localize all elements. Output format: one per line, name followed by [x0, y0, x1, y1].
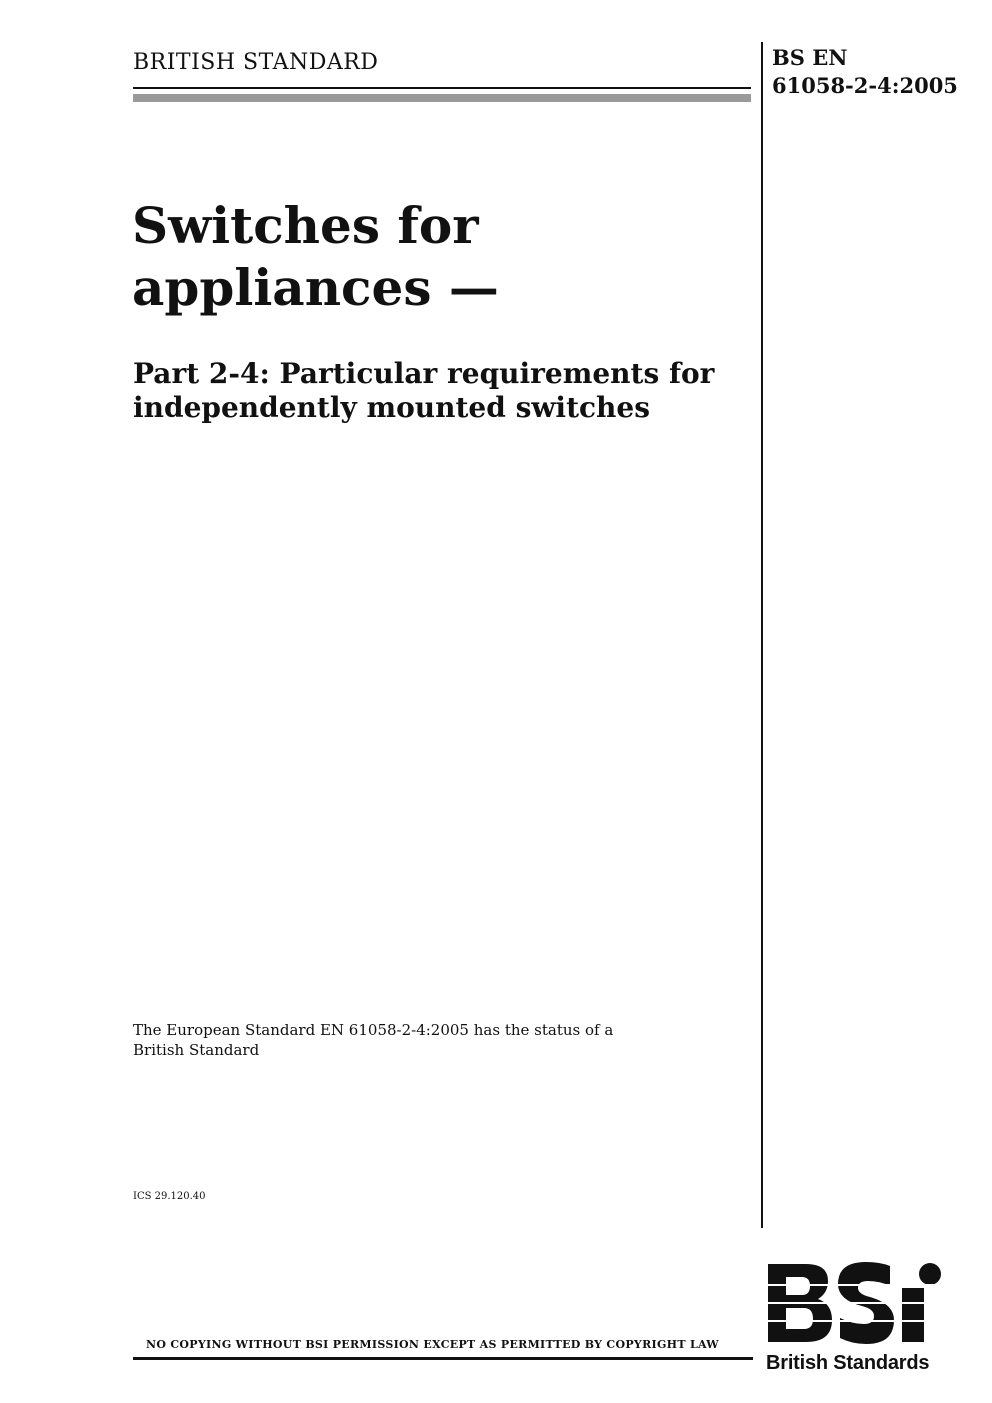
- status-note-line2: British Standard: [133, 1041, 260, 1059]
- subtitle-line2: independently mounted switches: [133, 391, 650, 424]
- standard-number: [772, 44, 987, 100]
- bsi-logo-caption: British Standards: [766, 1352, 930, 1374]
- header-label: BRITISH STANDARD: [133, 50, 379, 75]
- document-subtitle: [133, 357, 743, 425]
- ics-code: ICS 29.120.40: [133, 1191, 206, 1202]
- bsi-logo-mark: [766, 1262, 944, 1344]
- subtitle-line1: Part 2-4: Particular requirements for: [133, 357, 715, 390]
- title-line2: appliances —: [132, 258, 499, 317]
- title-line1: Switches for: [132, 196, 479, 255]
- status-note: [133, 1020, 653, 1060]
- header-rule-thin: [133, 87, 751, 89]
- vertical-divider: [761, 42, 763, 1228]
- copyright-notice: NO COPYING WITHOUT BSI PERMISSION EXCEPT AS PERMITTED BY COPYRIGHT LAW: [146, 1338, 719, 1351]
- header-rule-grey: [133, 94, 751, 102]
- footer-rule: [133, 1357, 753, 1360]
- status-note-line1: The European Standard EN 61058-2-4:2005 has the status of a: [133, 1021, 614, 1039]
- bsi-logo: [766, 1262, 944, 1375]
- standard-number-line1: BS EN: [772, 45, 848, 70]
- standard-number-line2: 61058-2-4:2005: [772, 73, 958, 98]
- document-title: [132, 195, 742, 319]
